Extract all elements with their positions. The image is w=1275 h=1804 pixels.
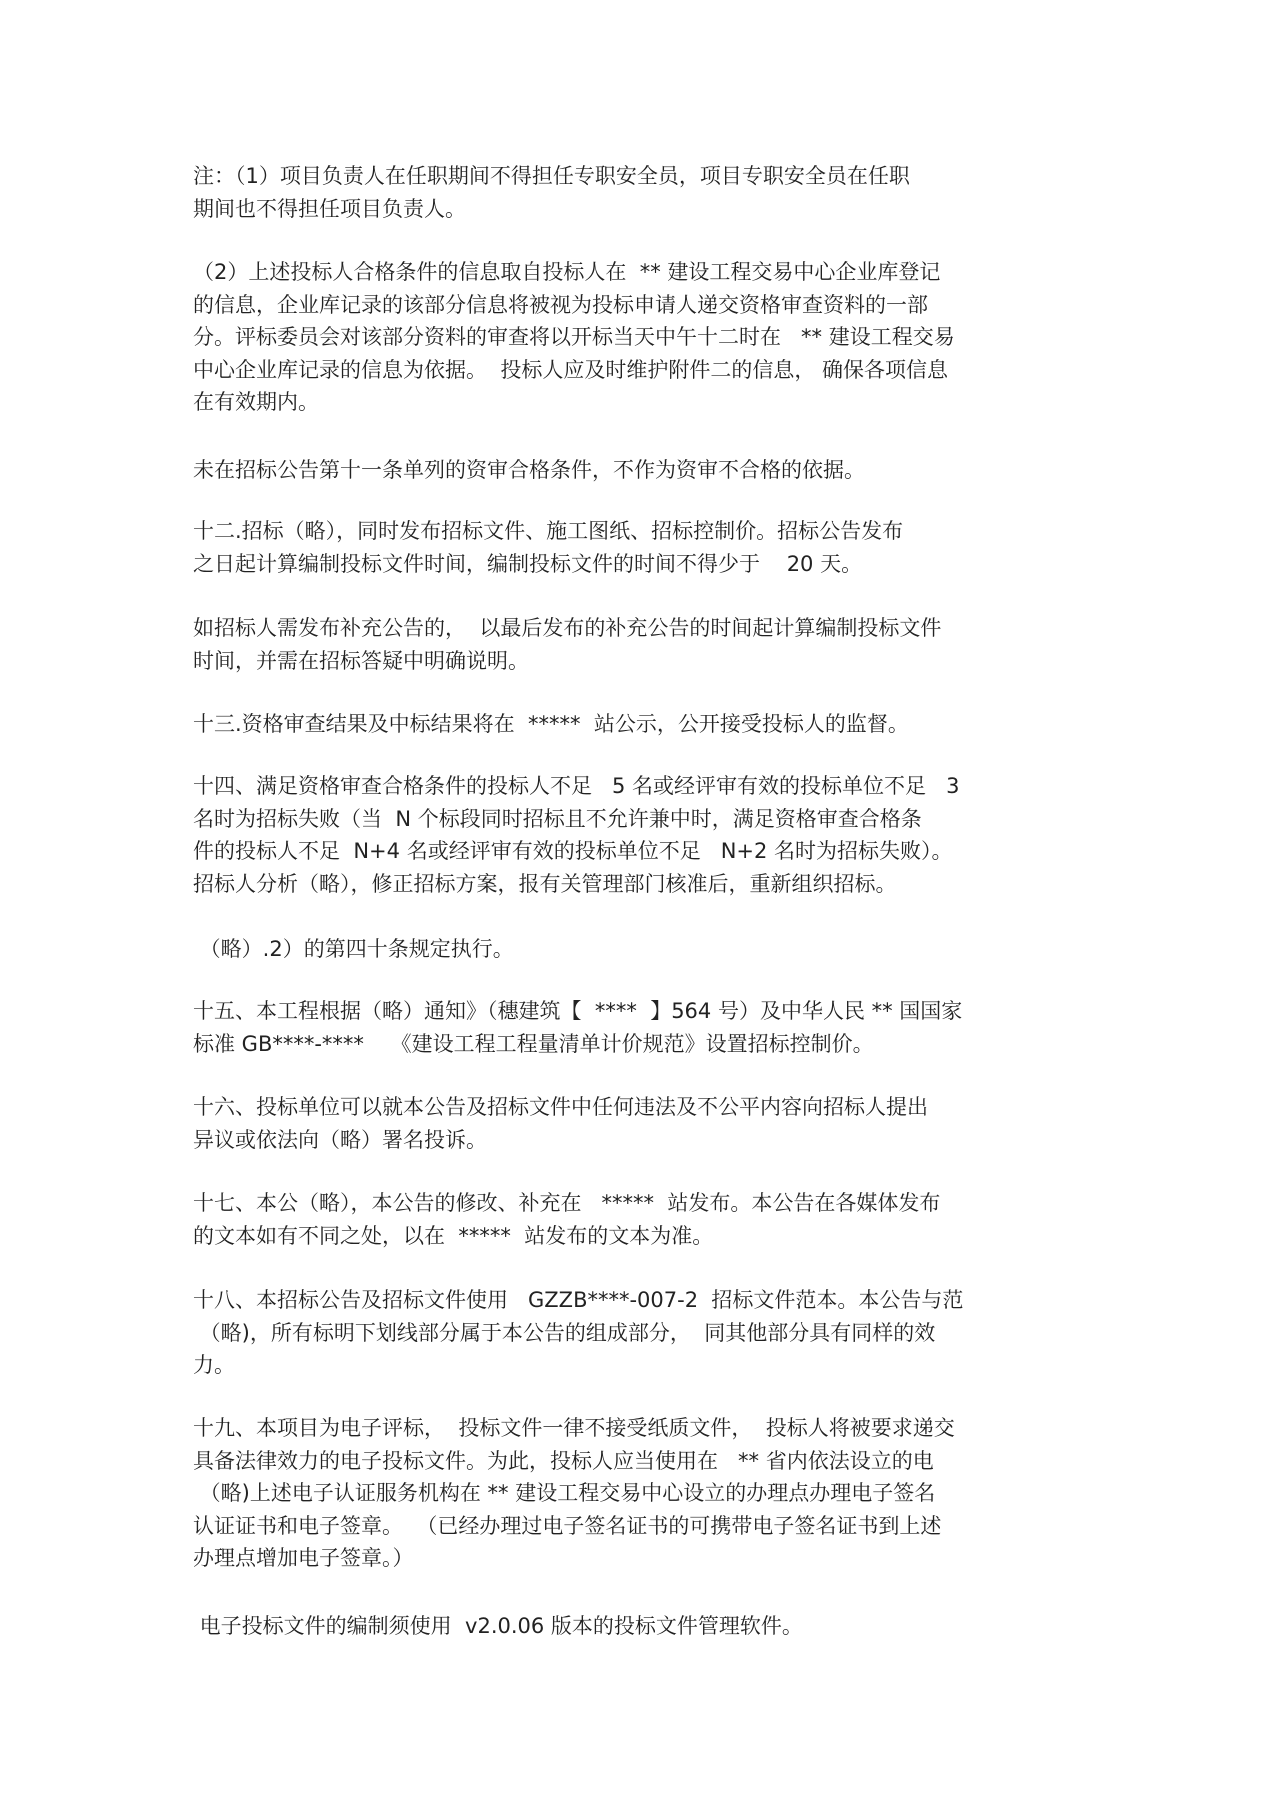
- paragraph-section-13: [193, 708, 1093, 741]
- text-line: 注：（1）项目负责人在任职期间不得担任专职安全员，项目专职安全员在任职: [193, 164, 910, 188]
- paragraph-qualification-note: [193, 454, 1093, 487]
- text-line: 电子投标文件的编制须使用 v2.0.06 版本的投标文件管理软件。: [193, 1614, 803, 1638]
- text-line: 的信息，企业库记录的该部分信息将被视为投标申请人递交资格审查资料的一部: [193, 292, 928, 317]
- paragraph-section-12: [193, 515, 1093, 580]
- paragraph-section-18: [193, 1284, 1093, 1382]
- text-line: （略)，所有标明下划线部分属于本公告的组成部分， 同其他部分具有同样的效: [193, 1320, 936, 1345]
- paragraph-section-15: [193, 995, 1093, 1060]
- text-line: 认证证书和电子签章。 （已经办理过电子签名证书的可携带电子签名证书到上述: [193, 1513, 942, 1538]
- paragraph-section-19: [193, 1412, 1093, 1575]
- text-line: 十六、投标单位可以就本公告及招标文件中任何违法及不公平内容向招标人提出: [193, 1095, 928, 1119]
- text-line: （略)上述电子认证服务机构在 ** 建设工程交易中心设立的办理点办理电子签名: [193, 1481, 936, 1505]
- text-line: 十四、满足资格审查合格条件的投标人不足 5 名或经评审有效的投标单位不足 3: [193, 774, 960, 798]
- text-line: 件的投标人不足 N+4 名或经评审有效的投标单位不足 N+2 名时为招标失败）。: [193, 839, 953, 863]
- text-line: 在有效期内。: [193, 390, 319, 414]
- text-line: 之日起计算编制投标文件时间，编制投标文件的时间不得少于 20 天。: [193, 551, 863, 576]
- text-line: 十九、本项目为电子评标， 投标文件一律不接受纸质文件， 投标人将被要求递交: [193, 1416, 955, 1440]
- text-line: 标准 GB****-**** 《建设工程工程量清单计价规范》设置招标控制价。: [193, 1031, 874, 1056]
- paragraph-supplementary-notice: [193, 612, 1093, 677]
- text-line: 十三.资格审查结果及中标结果将在 ***** 站公示，公开接受投标人的监督。: [193, 712, 909, 736]
- text-line: 具备法律效力的电子投标文件。为此，投标人应当使用在 ** 省内依法设立的电: [193, 1448, 934, 1473]
- paragraph-section-14: [193, 770, 1093, 900]
- text-line: 招标人分析（略），修正招标方案，报有关管理部门核准后，重新组织招标。: [193, 871, 897, 896]
- text-line: 中心企业库记录的信息为依据。 投标人应及时维护附件二的信息， 确保各项信息: [193, 357, 949, 382]
- text-line: 十八、本招标公告及招标文件使用 GZZB****-007-2 招标文件范本。本公告与范: [193, 1288, 964, 1312]
- text-line: 名时为招标失败（当 N 个标段同时招标且不允许兼中时，满足资格审查合格条: [193, 806, 922, 831]
- text-line: 力。: [193, 1353, 235, 1377]
- paragraph-section-17: [193, 1187, 1093, 1252]
- text-line: 十五、本工程根据（略）通知》（穗建筑【 **** 】564 号）及中华人民 ** 国国家: [193, 999, 963, 1023]
- text-line: 办理点增加电子签章。）: [193, 1546, 414, 1570]
- text-line: 分。评标委员会对该部分资料的审查将以开标当天中午十二时在 ** 建设工程交易: [193, 325, 955, 349]
- text-line: 异议或依法向（略）署名投诉。: [193, 1127, 487, 1152]
- text-line: （略）.2）的第四十条规定执行。: [193, 937, 514, 961]
- text-line: 时间，并需在招标答疑中明确说明。: [193, 648, 529, 673]
- text-line: 十二.招标（略），同时发布招标文件、施工图纸、招标控制价。招标公告发布: [193, 519, 904, 543]
- paragraph-article-40: [193, 933, 1093, 966]
- text-line: 十七、本公（略），本公告的修改、补充在 ***** 站发布。本公告在各媒体发布: [193, 1191, 941, 1215]
- text-line: 期间也不得担任项目负责人。: [193, 196, 466, 221]
- text-line: 的文本如有不同之处，以在 ***** 站发布的文本为准。: [193, 1223, 714, 1248]
- paragraph-software-version: [193, 1610, 1093, 1643]
- paragraph-note-2: [193, 256, 1093, 419]
- paragraph-section-16: [193, 1091, 1093, 1156]
- paragraph-note-1: [193, 160, 1093, 225]
- text-line: 如招标人需发布补充公告的， 以最后发布的补充公告的时间起计算编制投标文件: [193, 616, 942, 640]
- text-line: 未在招标公告第十一条单列的资审合格条件，不作为资审不合格的依据。: [193, 458, 865, 482]
- text-line: （2）上述投标人合格条件的信息取自投标人在 ** 建设工程交易中心企业库登记: [193, 260, 941, 284]
